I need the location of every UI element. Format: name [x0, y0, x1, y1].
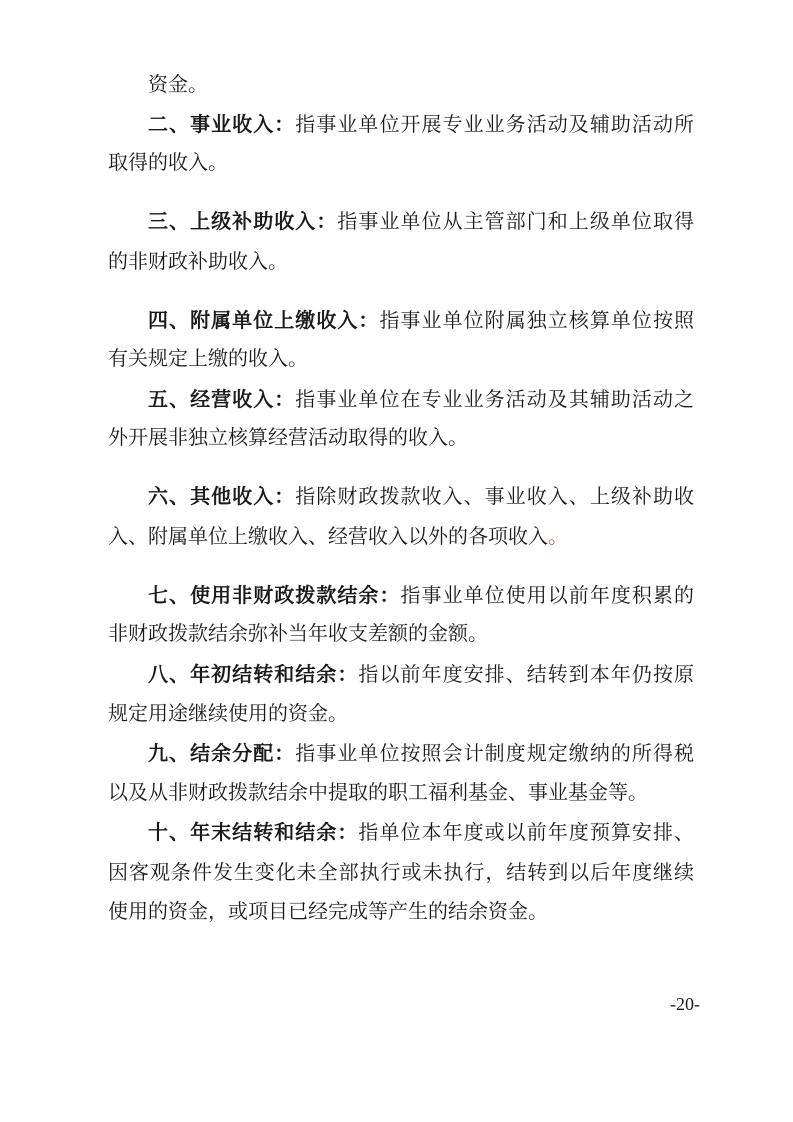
term-label: 六、其他收入： [148, 484, 296, 508]
term-label: 八、年初结转和结余： [148, 662, 359, 686]
term-label: 九、结余分配： [148, 741, 296, 765]
definition-text: 有关规定上缴的收入。 [108, 346, 308, 370]
definition-text: 非财政拨款结余弥补当年收支差额的金额。 [108, 621, 488, 645]
definition-text: 指单位本年度或以前年度预算安排、 [358, 820, 694, 844]
definition-text: 规定用途继续使用的资金。 [108, 701, 348, 725]
definition-text: 的非财政补助收入。 [108, 249, 288, 273]
term-label: 三、上级补助收入： [148, 209, 338, 233]
definition-text: 指事业单位使用以前年度积累的 [400, 583, 694, 607]
definition-text: 指事业单位在专业业务活动及其辅助活动之 [295, 387, 694, 411]
red-period-mark: 。 [548, 524, 568, 548]
term-label: 四、附属单位上缴收入： [148, 308, 380, 332]
definition-text: 以及从非财政拨款结余中提取的职工福利基金、事业基金等。 [108, 780, 648, 804]
definition-text: 入、附属单位上缴收入、经营收入以外的各项收入 [108, 524, 548, 548]
definition-text: 指事业单位开展专业业务活动及辅助活动所 [295, 112, 694, 136]
definition-text: 外开展非独立核算经营活动取得的收入。 [108, 425, 468, 449]
definition-text: 因客观条件发生变化未全部执行或未执行，结转到以后年度继续 [108, 860, 694, 884]
definition-text: 指以前年度安排、结转到本年仍按原 [358, 662, 694, 686]
definition-text: 指事业单位按照会计制度规定缴纳的所得税 [295, 741, 694, 765]
term-label: 二、事业收入： [148, 112, 296, 136]
term-label: 十、年末结转和结余： [148, 820, 359, 844]
definition-text: 取得的收入。 [108, 150, 228, 174]
definition-text: 指事业单位附属独立核算单位按照 [379, 308, 694, 332]
term-label: 七、使用非财政拨款结余： [148, 583, 401, 607]
continuation-line: 资金。 [148, 72, 208, 96]
definition-text: 使用的资金，或项目已经完成等产生的结余资金。 [108, 899, 548, 923]
definition-text: 指除财政拨款收入、事业收入、上级补助收 [295, 484, 694, 508]
term-label: 五、经营收入： [148, 387, 296, 411]
page-number: -20- [670, 994, 700, 1014]
definition-text: 指事业单位从主管部门和上级单位取得 [337, 209, 694, 233]
